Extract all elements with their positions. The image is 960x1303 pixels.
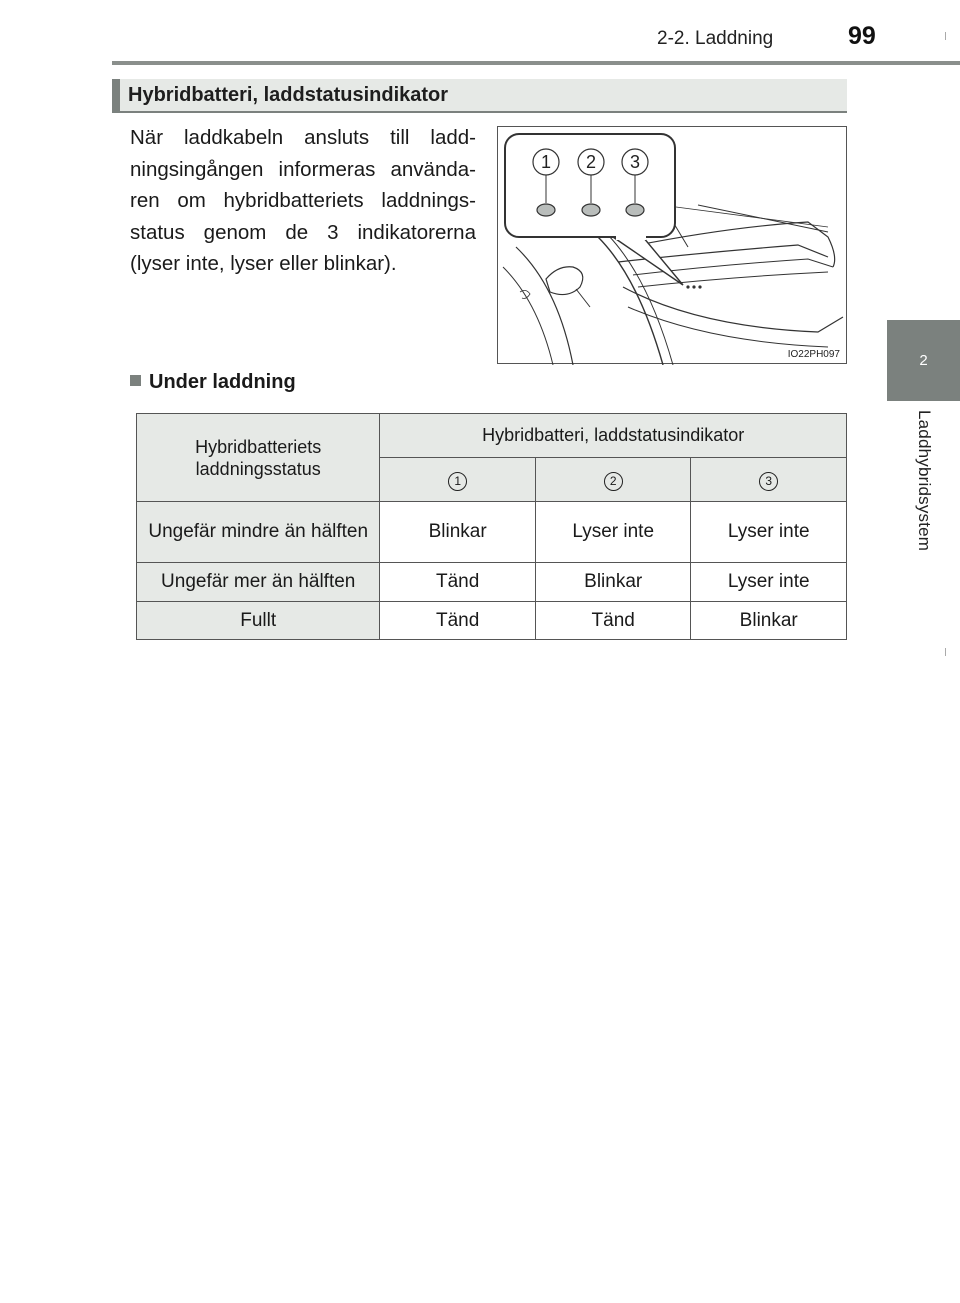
section-heading	[112, 79, 847, 113]
indicator-number-2: 2	[604, 472, 623, 491]
row-status-cell: Fullt	[137, 602, 380, 640]
illustration-drawing	[498, 127, 848, 365]
row-status-cell: Ungefär mer än hälften	[137, 563, 380, 602]
indicator-2-cell: Blinkar	[535, 563, 691, 602]
indicator-2-cell: Lyser inte	[535, 502, 691, 563]
indicator-number-1: 1	[448, 472, 467, 491]
indicator-3-cell: Blinkar	[691, 602, 847, 640]
row-status-cell: Ungefär mindre än hälften	[137, 502, 380, 563]
header-charge-status: Hybridbatteriets laddningsstatus	[137, 414, 380, 502]
chapter-tab	[887, 320, 960, 401]
indicator-number-3: 3	[759, 472, 778, 491]
indicator-number-cell	[380, 458, 536, 502]
indicator-1-cell: Tänd	[380, 602, 536, 640]
header-indicator: Hybridbatteri, laddstatusindikator	[380, 414, 847, 458]
page-number: 99	[848, 22, 876, 50]
chapter-number: 2	[919, 352, 928, 369]
chapter-title: Laddhybridsystem	[915, 410, 934, 552]
callout-number-2: 2	[585, 152, 597, 172]
square-bullet-icon	[130, 375, 141, 386]
callout-number-3: 3	[629, 152, 641, 172]
callout-number-1: 1	[540, 152, 552, 172]
table-row	[137, 502, 847, 563]
intro-paragraph: När laddkabeln ansluts till ladd-ningsingången informeras använda-ren om hybridbatteriets laddnings-status genom de 3 indikatorerna (lyser inte, lyser eller blinkar).	[130, 126, 476, 275]
indicator-1-cell: Tänd	[380, 563, 536, 602]
table-row	[137, 563, 847, 602]
table-header-row	[137, 414, 847, 458]
table-row	[137, 602, 847, 640]
indicator-1-cell: Blinkar	[380, 502, 536, 563]
indicator-3-cell: Lyser inte	[691, 502, 847, 563]
section-title: Hybridbatteri, laddstatusindikator	[128, 84, 449, 106]
charge-status-table	[136, 413, 847, 640]
indicator-2-cell: Tänd	[535, 602, 691, 640]
indicator-3-cell: Lyser inte	[691, 563, 847, 602]
indicator-number-cell	[535, 458, 691, 502]
indicator-number-cell	[691, 458, 847, 502]
crop-mark	[945, 32, 946, 40]
crop-mark	[945, 648, 946, 656]
header-rule	[112, 61, 960, 65]
header-section-title: 2-2. Laddning	[657, 28, 774, 49]
figure-code: IO22PH097	[787, 349, 840, 360]
section-heading-bar	[112, 79, 120, 111]
subsection-title: Under laddning	[149, 371, 296, 393]
dashboard-indicator-illustration	[497, 126, 847, 364]
subsection-heading	[130, 371, 296, 394]
